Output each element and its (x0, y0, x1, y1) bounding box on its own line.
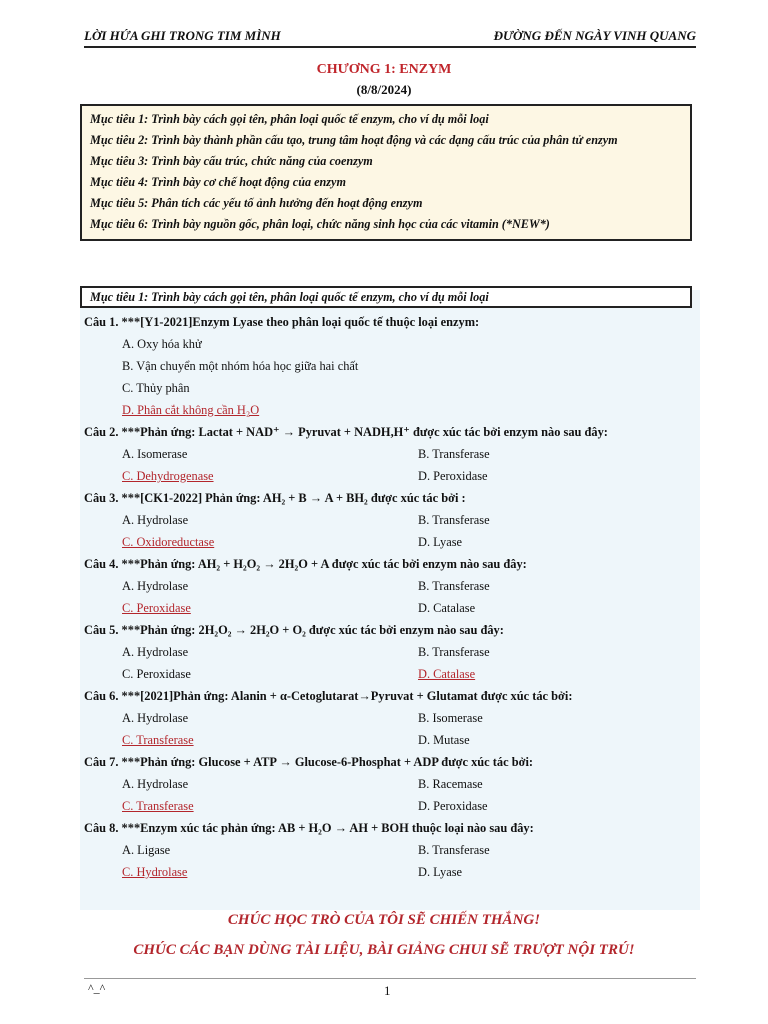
option-b: B. Transferase (418, 645, 490, 659)
option-c-correct: C. Peroxidase (122, 601, 191, 615)
option-b: B. Transferase (418, 843, 490, 857)
question-number: Câu 7. (84, 755, 119, 769)
option-b: B. Transferase (418, 513, 490, 527)
option-c: C. Peroxidase (122, 667, 191, 681)
question-number: Câu 4. (84, 557, 119, 571)
option-c-correct: C. Transferase (122, 799, 194, 813)
question-5 (84, 619, 698, 685)
objective-5: Mục tiêu 5: Phân tích các yếu tố ảnh hưởng đến hoạt động enzym (90, 196, 423, 210)
option-a: A. Hydrolase (122, 777, 189, 791)
question-2 (84, 421, 698, 487)
answer-options (84, 575, 698, 619)
question-7 (84, 751, 698, 817)
option-c-correct: C. Hydrolase (122, 865, 188, 879)
question-8 (84, 817, 698, 883)
question-list (84, 311, 698, 883)
header-right-text: ĐƯỜNG ĐẾN NGÀY VINH QUANG (493, 28, 696, 43)
answer-options (84, 333, 698, 421)
question-6 (84, 685, 698, 751)
option-a: A. Hydrolase (122, 711, 189, 725)
question-4 (84, 553, 698, 619)
option-d-correct: D. Phân cắt không cần H₂O (122, 403, 260, 417)
question-stem: ***Phản ứng: 2H₂O₂ → 2H₂O + O₂ được xúc tác bởi enzym nào sau đây: (121, 623, 504, 637)
question-number: Câu 3. (84, 491, 119, 505)
question-number: Câu 1. (84, 315, 119, 329)
question-stem: ***[Y1-2021]Enzym Lyase theo phân loại quốc tế thuộc loại enzym: (121, 315, 480, 329)
objective-6: Mục tiêu 6: Trình bày nguồn gốc, phân loại, chức năng sinh học của các vitamin (*NEW*) (90, 217, 550, 231)
option-c-correct: C. Dehydrogenase (122, 469, 214, 483)
option-d: D. Peroxidase (418, 469, 488, 483)
question-stem: ***[2021]Phản ứng: Alanin + α-Cetoglutarat→Pyruvat + Glutamat được xúc tác bởi: (121, 689, 573, 703)
objective-2: Mục tiêu 2: Trình bày thành phần cấu tạo, trung tâm hoạt động và các dạng cấu trúc của phân tử enzym (90, 133, 618, 147)
option-a: A. Hydrolase (122, 513, 189, 527)
objective-4: Mục tiêu 4: Trình bày cơ chế hoạt động của enzym (90, 175, 346, 189)
answer-options (84, 839, 698, 883)
page-footer (84, 978, 696, 998)
objective-1: Mục tiêu 1: Trình bày cách gọi tên, phân loại quốc tế enzym, cho ví dụ mỗi loại (90, 112, 489, 126)
option-a: A. Ligase (122, 843, 171, 857)
question-stem: ***Phản ứng: Lactat + NAD⁺ → Pyruvat + NADH,H⁺ được xúc tác bởi enzym nào sau đây: (121, 425, 608, 439)
option-c-correct: C. Oxidoreductase (122, 535, 215, 549)
option-a: A. Hydrolase (122, 645, 189, 659)
option-a: A. Oxy hóa khử (122, 337, 202, 351)
question-stem: ***[CK1-2022] Phản ứng: AH₂ + B → A + BH₂ được xúc tác bởi : (121, 491, 466, 505)
question-stem: ***Enzym xúc tác phản ứng: AB + H₂O → AH + BOH thuộc loại nào sau đây: (121, 821, 534, 835)
question-number: Câu 5. (84, 623, 119, 637)
header-left-text: LỜI HỨA GHI TRONG TIM MÌNH (84, 28, 281, 43)
smile-emoticon: ^_^ (88, 981, 106, 995)
option-b: B. Vận chuyển một nhóm hóa học giữa hai chất (122, 359, 359, 373)
question-stem: ***Phản ứng: AH₂ + H₂O₂ → 2H₂O + A được xúc tác bởi enzym nào sau đây: (121, 557, 527, 571)
chapter-date: (8/8/2024) (356, 82, 412, 97)
page-number: 1 (384, 983, 391, 998)
question-stem: ***Phản ứng: Glucose + ATP → Glucose-6-Phosphat + ADP được xúc tác bởi: (121, 755, 534, 769)
question-number: Câu 8. (84, 821, 119, 835)
answer-options (84, 707, 698, 751)
option-c: C. Thủy phân (122, 381, 190, 395)
option-b: B. Transferase (418, 579, 490, 593)
answer-options (84, 773, 698, 817)
answer-options (84, 443, 698, 487)
question-number: Câu 2. (84, 425, 119, 439)
option-d: D. Mutase (418, 733, 470, 747)
option-a: A. Hydrolase (122, 579, 189, 593)
option-d: D. Catalase (418, 601, 476, 615)
page-header (84, 28, 696, 48)
option-d-correct: D. Catalase (418, 667, 476, 681)
option-b: B. Transferase (418, 447, 490, 461)
option-d: D. Lyase (418, 535, 463, 549)
option-d: D. Peroxidase (418, 799, 488, 813)
answer-options (84, 641, 698, 685)
question-1 (84, 311, 698, 421)
option-a: A. Isomerase (122, 447, 188, 461)
option-b: B. Racemase (418, 777, 483, 791)
question-3 (84, 487, 698, 553)
section-heading: Mục tiêu 1: Trình bày cách gọi tên, phân loại quốc tế enzym, cho ví dụ mỗi loại (80, 286, 692, 308)
closing-message-1: CHÚC HỌC TRÒ CỦA TÔI SẼ CHIẾN THẮNG! (227, 912, 541, 928)
option-b: B. Isomerase (418, 711, 483, 725)
question-number: Câu 6. (84, 689, 119, 703)
option-d: D. Lyase (418, 865, 463, 879)
answer-options (84, 509, 698, 553)
objectives-box (80, 104, 692, 241)
closing-message-2: CHÚC CÁC BẠN DÙNG TÀI LIỆU, BÀI GIẢNG CHUI SẼ TRƯỢT NỘI TRÚ! (133, 942, 635, 958)
objective-3: Mục tiêu 3: Trình bày cấu trúc, chức năng của coenzym (90, 154, 373, 168)
chapter-title: CHƯƠNG 1: ENZYM (316, 62, 452, 77)
option-c-correct: C. Transferase (122, 733, 194, 747)
